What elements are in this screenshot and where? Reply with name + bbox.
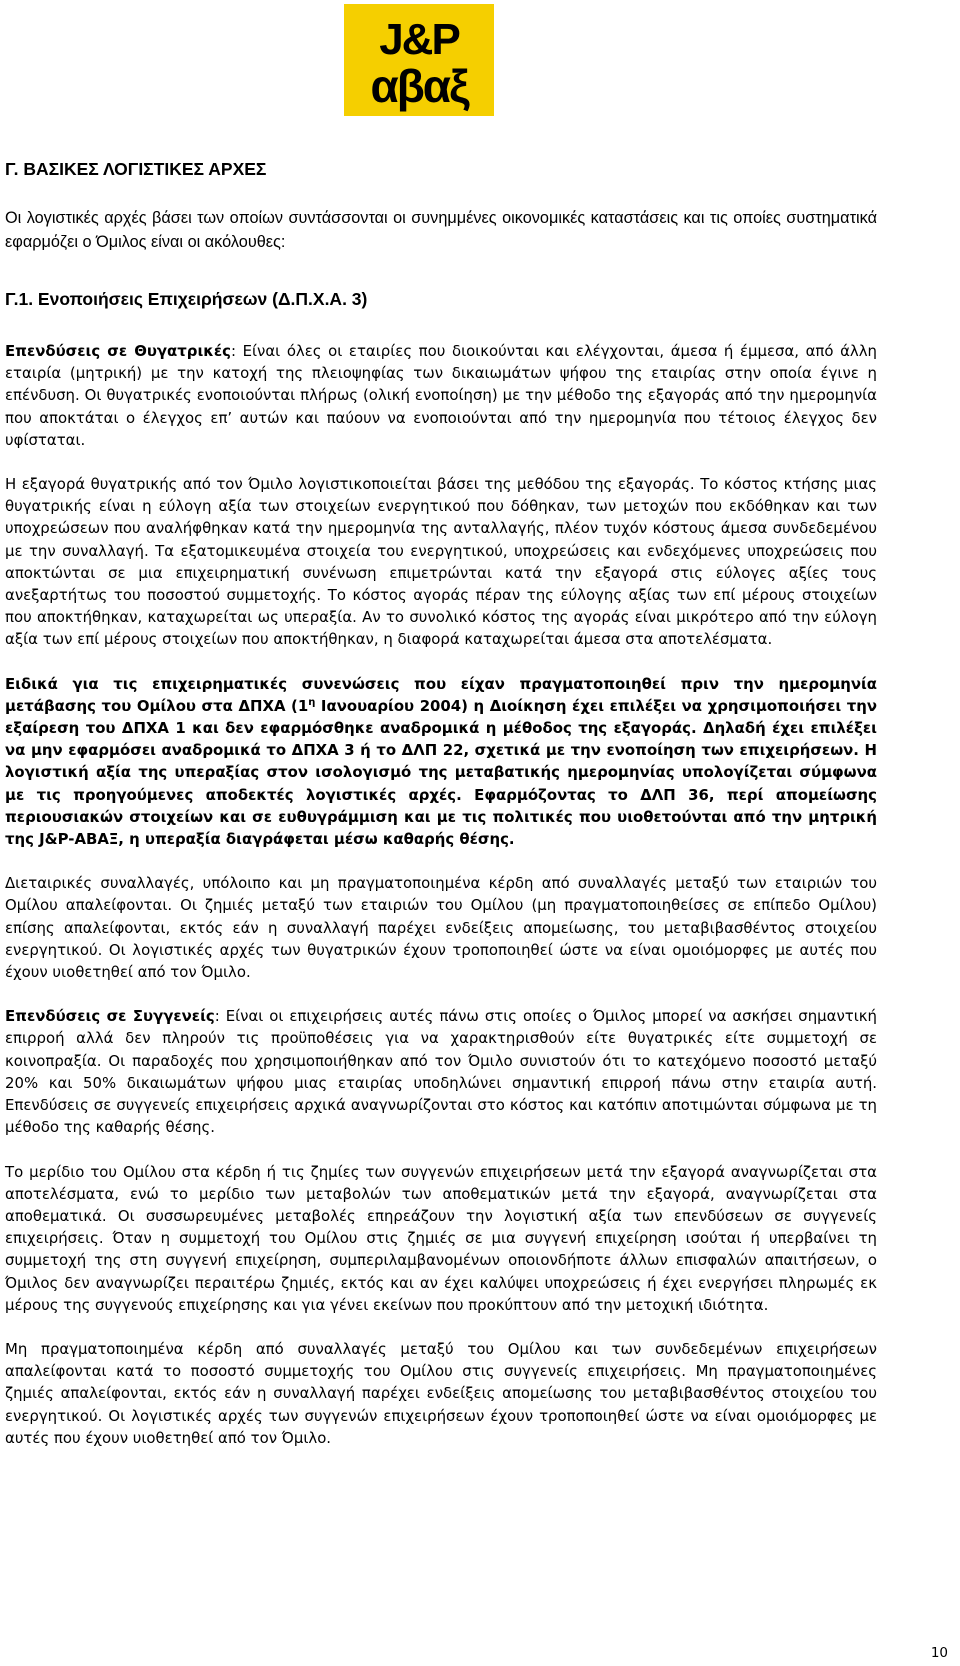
- subsidiaries-paragraph: [5, 340, 877, 451]
- unrealised-gains-paragraph: Μη πραγματοποιημένα κέρδη από συναλλαγές μεταξύ του Ομίλου και των συνδεδεμένων επιχειρήσεων απαλείφονται κατά το ποσοστό συμμετοχής του Ομίλου στις συγγενείς επιχειρήσεις. Μη πραγματοποιημένες ζημιές απαλείφονται, εκτός εάν η συναλλαγή παρέχει ενδείξεις απομείωσης του μεταβιβασθέντος στοιχείου του ενεργητικού. Οι λογιστικές αρχές των συγγενών επιχειρήσεων έχουν τροποποιηθεί ώστε να είναι ομοιόμορφες με αυτές που έχουν υιοθετηθεί από τον Όμιλο.: [5, 1339, 877, 1447]
- subsection-title: Γ.1. Ενοποιήσεις Επιχειρήσεων (Δ.Π.Χ.Α. 3): [5, 289, 368, 309]
- bc-text-part2: Ιανουαρίου 2004) η Διοίκηση έχει επιλέξει να χρησιμοποιήσει την εξαίρεση του ΔΠΧΑ 1 και δεν εφαρμόσθηκε αναδρομικά η μέθοδος της εξαγοράς. Δηλαδή έχει επιλέξει να μην εφαρμόσει αναδρομικά το ΔΠΧΑ 3 ή το ΔΛΠ 22, σχετικά με την ενοποίηση των επιχειρήσεων. Η λογιστική αξία της υπεραξίας στον ισολογισμό της μεταβατικής ημερομηνίας υπολογίζεται σύμφωνα με τις προηγούμενες αποδεκτές λογιστικές αρχές. Εφαρμόζοντας το ΔΛΠ 36, περί απομείωσης περιουσιακών στοιχείων και σε ευθυγράμμιση και με τις πολιτικές που υιοθετούνται από την μητρική της J&P-ΑΒΑΞ, η υπεραξία διαγράφεται μέσω καθαρής θέσης.: [5, 696, 877, 849]
- business-combinations-paragraph: [5, 673, 877, 851]
- subsidiaries-text: : Είναι όλες οι εταιρίες που διοικούνται και ελέγχονται, άμεσα ή έμμεσα, από άλλη εταιρία (μητρική) με την κατοχή της πλειοψηφίας των δικαιωμάτων ψήφου της εταιρίας στην οποία έγινε η επένδυση. Οι θυγατρικές ενοποιούνται πλήρως (ολική ενοποίηση) με την μέθοδο της εξαγοράς από την ημερομηνία που αποκτάται ο έλεγχος επ’ αυτών και παύουν να ενοποιούνται από την ημερομηνία που τέτοιος έλεγχος δεν υφίσταται.: [5, 342, 877, 449]
- intercompany-paragraph: Διεταιρικές συναλλαγές, υπόλοιπο και μη πραγματοποιημένα κέρδη από συναλλαγές μεταξύ των εταιριών του Ομίλου απαλείφονται. Οι ζημιές μεταξύ των εταιριών του Ομίλου (μη πραγματοποιηθείσες σε επίπεδο Ομίλου) επίσης απαλείφονται, εκτός εάν η συναλλαγή παρέχει ενδείξεις απομείωσης, του μεταβιβασθέντος στοιχείου ενεργητικού. Οι λογιστικές αρχές των θυγατρικών έχουν τροποποιηθεί ώστε να είναι ομοιόμορφες με αυτές που έχουν υιοθετηθεί από τον Όμιλο.: [5, 874, 877, 982]
- logo-line2: αβαξ: [370, 60, 468, 112]
- logo-line1: J&P: [379, 15, 459, 64]
- document-body: [5, 158, 877, 1449]
- subsidiaries-term: Επενδύσεις σε Θυγατρικές: [5, 342, 231, 360]
- bc-superscript: η: [308, 696, 316, 708]
- section-title: Γ. ΒΑΣΙΚΕΣ ΛΟΓΙΣΤΙΚΕΣ ΑΡΧΕΣ: [5, 159, 267, 179]
- intro-paragraph: Οι λογιστικές αρχές βάσει των οποίων συντάσσονται οι συνημμένες οικονομικές καταστάσεις και τις οποίες συστηματικά εφαρμόζει ο Όμιλος είναι οι ακόλουθες:: [5, 209, 877, 251]
- associates-paragraph: [5, 1005, 877, 1138]
- company-logo: [344, 4, 494, 116]
- associates-text: : Είναι οι επιχειρήσεις αυτές πάνω στις οποίες ο Όμιλος μπορεί να ασκήσει σημαντική επιρροή αλλά δεν πληρούν τις προϋποθέσεις για να χαρακτηρισθούν είτε θυγατρικές είτε συμμετοχή σε κοινοπραξία. Οι παραδοχές που χρησιμοποιήθηκαν από τον Όμιλο συνιστούν ότι το κατεχόμενο ποσοστό μεταξύ 20% και 50% δικαιωμάτων ψήφου μιας εταιρίας υποδηλώνει σημαντική επιρροή πάνω στην εταιρία αυτή. Επενδύσεις σε συγγενείς επιχειρήσεις αρχικά αναγνωρίζονται στο κόστος και κατόπιν αποτιμώνται σύμφωνα με τη μέθοδο της καθαρής θέσης.: [5, 1007, 877, 1137]
- bc-text-part1: Ειδικά για τις επιχειρηματικές συνενώσεις που είχαν πραγματοποιηθεί πριν την ημερομηνία μετάβασης του Ομίλου στα ΔΠΧΑ (1: [5, 674, 877, 715]
- share-of-profits-paragraph: Το μερίδιο του Ομίλου στα κέρδη ή τις ζημίες των συγγενών επιχειρήσεων μετά την εξαγορά αναγνωρίζεται στα αποτελέσματα, ενώ το μερίδιο των μεταβολών των αποθεματικών μετά την εξαγορά, αναγνωρίζεται στα αποθεματικά. Οι συσσωρευμένες μεταβολές επηρεάζουν την λογιστική αξία των επενδύσεων σε συγγενείς επιχειρήσεις. Όταν η συμμετοχή του Ομίλου στις ζημιές σε μια συγγενή επιχείρηση ισούται ή υπερβαίνει τη συμμετοχή της στη συγγενή επιχείρηση, συμπεριλαμβανομένων οποιονδήποτε άλλων επισφαλών απαιτήσεων, ο Όμιλος δεν αναγνωρίζει περαιτέρω ζημιές, εκτός και αν έχει καλύψει υποχρεώσεις ή έχει ενεργήσει πληρωμές εκ μέρους της συγγενούς επιχείρησης και για γένει εκείνων που προκύπτουν από την μετοχική ιδιότητα.: [5, 1162, 877, 1314]
- associates-term: Επενδύσεις σε Συγγενείς: [5, 1007, 215, 1026]
- page-number: 10: [930, 1645, 948, 1661]
- acquisition-paragraph: Η εξαγορά θυγατρικής από τον Όμιλο λογιστικοποιείται βάσει της μεθόδου της εξαγοράς. Το κόστος κτήσης μιας θυγατρικής είναι η εύλογη αξία των στοιχείων ενεργητικού που δόθηκαν, των μετοχών που εκδόθηκαν και των υποχρεώσεων που αναλήφθηκαν κατά την ημερομηνία της ανταλλαγής, πλέον τυχόν κόστους άμεσα συνδεδεμένου με την συναλλαγή. Τα εξατομικευμένα στοιχεία του ενεργητικού, υποχρεώσεις και ενδεχόμενες υποχρεώσεις που αποκτώνται σε μια επιχειρηματική συνένωση επιμετρώνται κατά την εξαγορά στις εύλογες αξίες τους ανεξαρτήτως του ποσοστού συμμετοχής. Το κόστος αγοράς πέραν της εύλογης αξίας των επί μέρους στοιχείων που αποκτήθηκαν, καταχωρείται ως υπεραξία. Αν το συνολικό κόστος της αγοράς είναι μικρότερο από την εύλογη αξία των επί μέρους στοιχείων που αποκτήθηκαν, η διαφορά καταχωρείται άμεσα στα αποτελέσματα.: [5, 475, 877, 649]
